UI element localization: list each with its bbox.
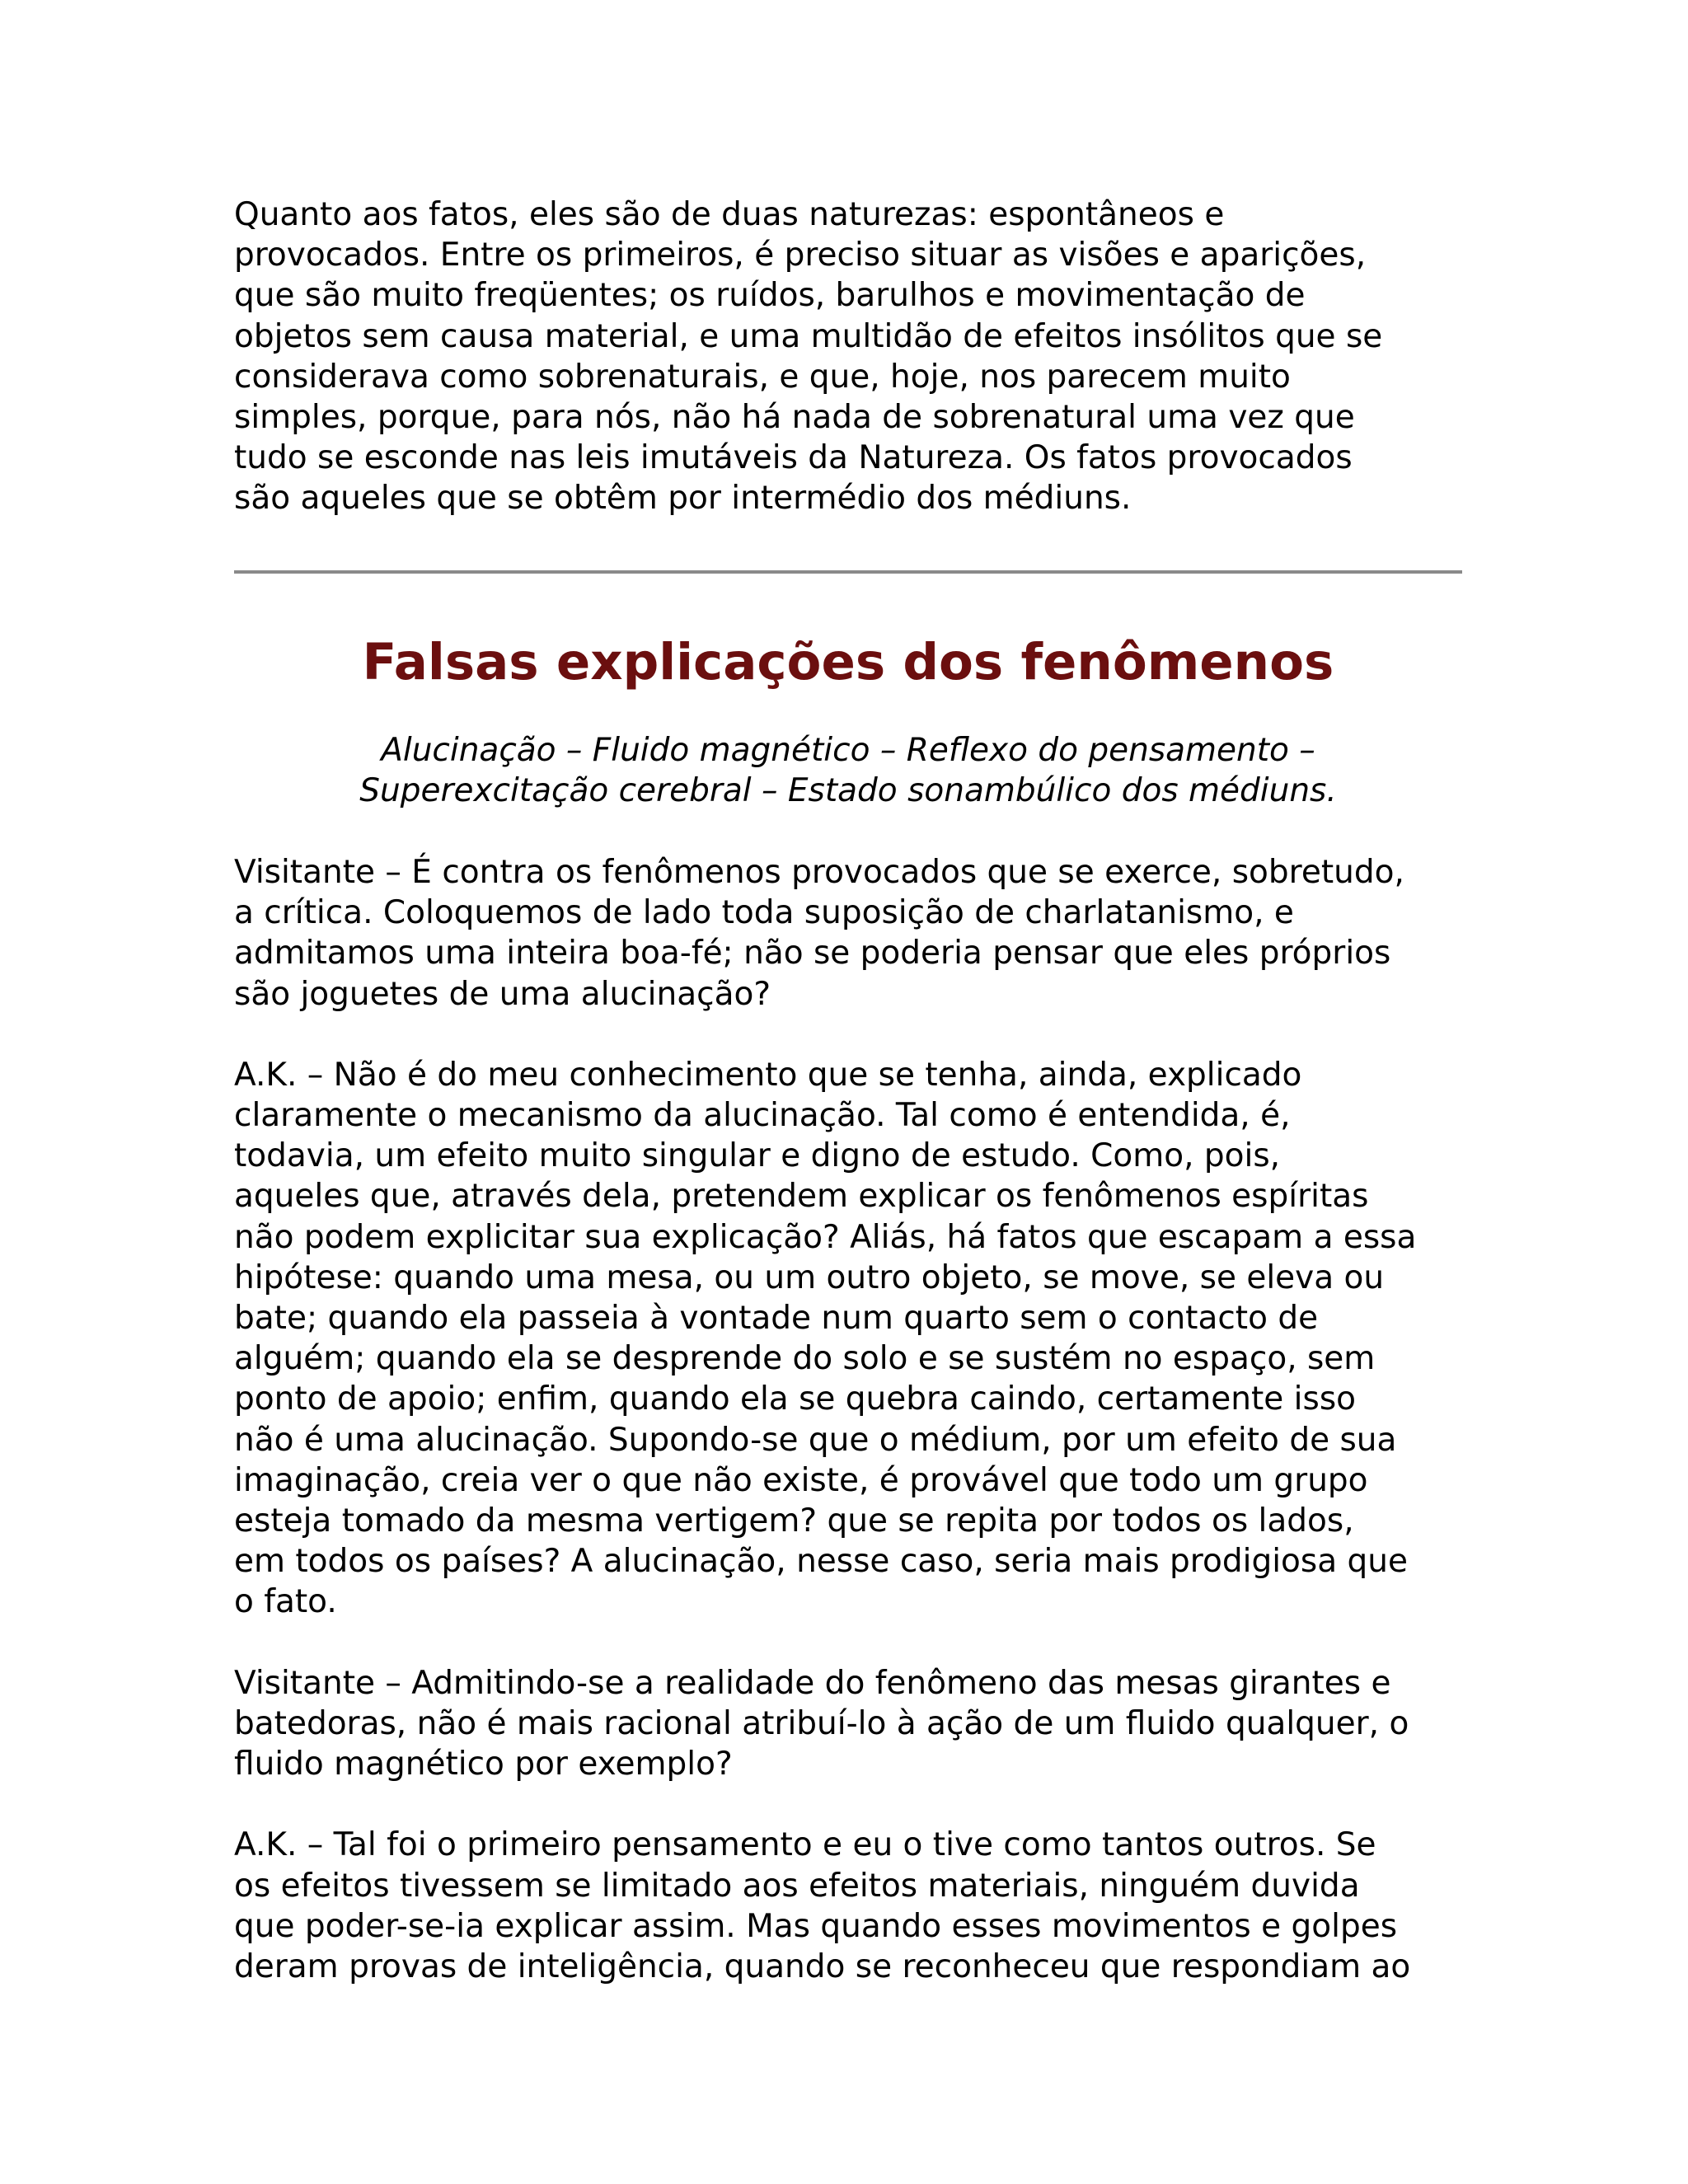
text-line: que são muito freqüentes; os ruídos, barulhos e movimentação de [234,277,1306,315]
text-line: são aqueles que se obtêm por intermédio dos médiuns. [234,480,1132,518]
text-line: simples, porque, para nós, não há nada de sobrenatural uma vez que [234,399,1355,437]
text-line: Visitante – É contra os fenômenos provocados que se exerce, sobretudo, [234,854,1404,892]
text-line: aqueles que, através dela, pretendem explicar os fenômenos espíritas [234,1178,1369,1216]
text-line: A.K. – Tal foi o primeiro pensamento e eu o tive como tantos outros. Se [234,1826,1376,1864]
text-line: tudo se esconde nas leis imutáveis da Natureza. Os fatos provocados [234,439,1353,477]
text-line: os efeitos tivessem se limitado aos efeitos materiais, ninguém duvida [234,1867,1360,1905]
text-line: Quanto aos fatos, eles são de duas naturezas: espontâneos e [234,196,1225,233]
section-title: Falsas explicações dos fenômenos [362,632,1334,691]
text-line: ponto de apoio; enfim, quando ela se quebra caindo, certamente isso [234,1380,1357,1418]
text-line: hipótese: quando uma mesa, ou um outro objeto, se move, se eleva ou [234,1258,1385,1296]
text-line: que poder-se-ia explicar assim. Mas quando esses movimentos e golpes [234,1907,1398,1945]
text-line: o fato. [234,1583,337,1621]
text-line: esteja tomado da mesma vertigem? que se repita por todos os lados, [234,1502,1354,1540]
text-line: a crítica. Coloquemos de lado toda suposição de charlatanismo, e [234,894,1294,932]
text-line: são joguetes de uma alucinação? [234,975,771,1013]
subtitle-line: Alucinação – Fluido magnético – Reflexo do pensamento – [381,731,1315,769]
text-line: alguém; quando ela se desprende do solo e se sustém no espaço, sem [234,1340,1376,1378]
document-page [234,194,1462,1987]
paragraph-visitante-1 [234,852,1462,1015]
horizontal-divider [234,570,1462,574]
subtitle-line: Superexcitação cerebral – Estado sonambúlico dos médiuns. [359,771,1337,809]
text-line: provocados. Entre os primeiros, é preciso situar as visões e aparições, [234,237,1367,274]
text-line: considerava como sobrenaturais, e que, hoje, nos parecem muito [234,358,1291,396]
text-line: Visitante – Admitindo-se a realidade do fenômeno das mesas girantes e [234,1664,1391,1702]
intro-paragraph [234,194,1462,519]
text-line: em todos os países? A alucinação, nesse caso, seria mais prodigiosa que [234,1543,1408,1581]
paragraph-ak-1 [234,1055,1462,1623]
text-line: claramente o mecanismo da alucinação. Tal como é entendida, é, [234,1097,1291,1135]
text-line: batedoras, não é mais racional atribuí-lo à ação de um fluido qualquer, o [234,1704,1409,1742]
text-line: deram provas de inteligência, quando se reconheceu que respondiam ao [234,1947,1411,1985]
text-line: todavia, um efeito muito singular e digno de estudo. Como, pois, [234,1137,1281,1175]
text-line: bate; quando ela passeia à vontade num quarto sem o contacto de [234,1300,1319,1338]
text-line: admitamos uma inteira boa-fé; não se poderia pensar que eles próprios [234,935,1391,972]
paragraph-ak-2 [234,1825,1462,1987]
text-line: não podem explicitar sua explicação? Aliás, há fatos que escapam a essa [234,1218,1417,1256]
section-subtitle [234,730,1462,811]
text-line: imaginação, creia ver o que não existe, é provável que todo um grupo [234,1461,1368,1499]
text-line: não é uma alucinação. Supondo-se que o médium, por um efeito de sua [234,1421,1397,1459]
text-line: fluido magnético por exemplo? [234,1746,733,1783]
text-line: A.K. – Não é do meu conhecimento que se tenha, ainda, explicado [234,1056,1302,1094]
paragraph-visitante-2 [234,1663,1462,1785]
text-line: objetos sem causa material, e uma multidão de efeitos insólitos que se [234,317,1383,355]
